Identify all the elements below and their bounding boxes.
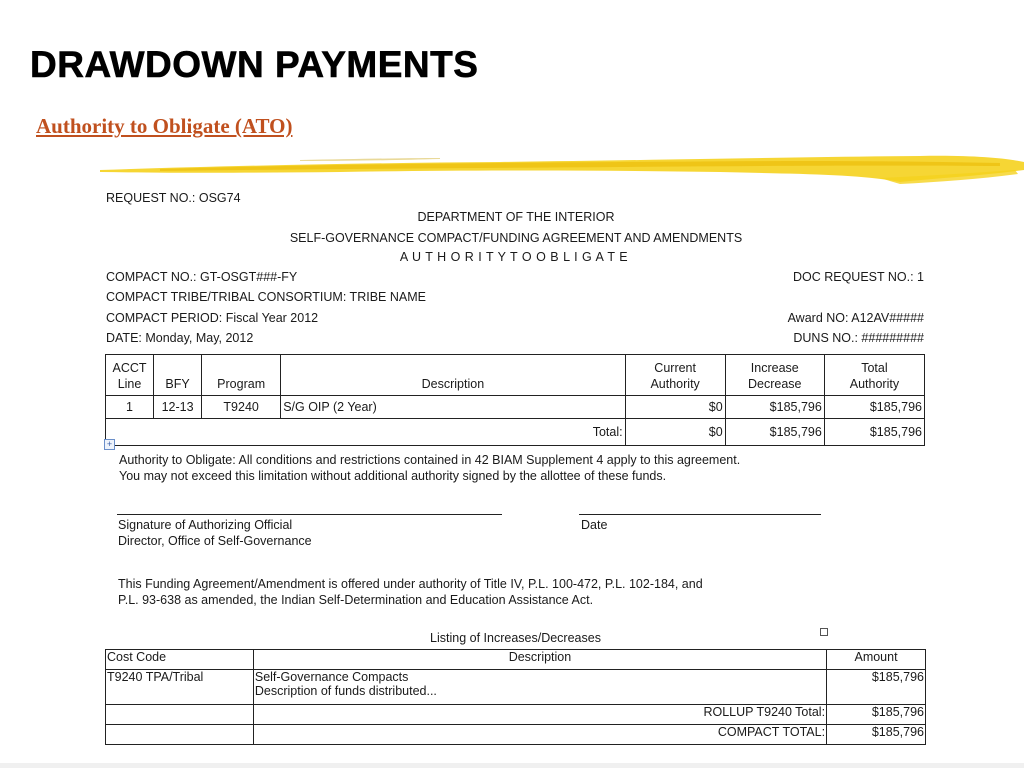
offer-line-2: P.L. 93-638 as amended, the Indian Self-Determination and Education Assistance Act. — [118, 593, 594, 607]
cell-bfy: 12-13 — [154, 396, 202, 419]
header-description: Description — [281, 355, 625, 396]
date-label: Date — [581, 518, 608, 532]
ato-heading: A U T H O R I T Y T O O B L I G A T E — [399, 250, 629, 264]
rollup-row — [106, 705, 926, 725]
ato-statement-line-1: Authority to Obligate: All conditions and restrictions contained in 42 BIAM Supplement 4 apply to this agreement. — [119, 453, 741, 467]
date-line — [579, 514, 821, 515]
compact-total-label: COMPACT TOTAL: — [253, 725, 826, 745]
rollup-label: ROLLUP T9240 Total: — [253, 705, 826, 725]
table-move-handle-icon[interactable]: + — [104, 439, 115, 450]
cell-program: T9240 — [202, 396, 281, 419]
compact-period: COMPACT PERIOD: Fiscal Year 2012 — [106, 311, 319, 325]
cell-listing-description: Self-Governance Compacts Description of funds distributed... — [253, 670, 826, 705]
signature-label: Signature of Authorizing Official — [118, 518, 293, 532]
ato-header-row — [106, 355, 925, 396]
table-row — [106, 670, 926, 705]
header-amount: Amount — [827, 650, 926, 670]
compact-number: COMPACT NO.: GT-OSGT###-FY — [106, 270, 298, 284]
ato-table — [105, 354, 925, 446]
compact-total-amount: $185,796 — [827, 725, 926, 745]
total-current: $0 — [625, 419, 725, 446]
cell-empty — [106, 705, 254, 725]
cell-current: $0 — [625, 396, 725, 419]
signature-line — [117, 514, 502, 515]
header-cost-code: Cost Code — [106, 650, 254, 670]
total-increase: $185,796 — [725, 419, 824, 446]
ato-statement-line-2: You may not exceed this limitation without additional authority signed by the allottee of these funds. — [119, 469, 667, 483]
header-listing-description: Description — [253, 650, 826, 670]
total-total: $185,796 — [824, 419, 924, 446]
listing-table — [105, 649, 926, 745]
cell-amount: $185,796 — [827, 670, 926, 705]
document-date: DATE: Monday, May, 2012 — [106, 331, 254, 345]
cell-empty — [106, 725, 254, 745]
header-increase-decrease: Increase Decrease — [725, 355, 824, 396]
footer-band — [0, 763, 1024, 768]
total-label: Total: — [106, 419, 626, 446]
slide-title: DRAWDOWN PAYMENTS — [30, 44, 479, 85]
slide-subtitle: Authority to Obligate (ATO) — [36, 114, 293, 138]
header-acct-line: ACCT Line — [106, 355, 154, 396]
department-heading: DEPARTMENT OF THE INTERIOR — [417, 210, 615, 224]
agreement-heading: SELF-GOVERNANCE COMPACT/FUNDING AGREEMENT AND AMENDMENTS — [289, 231, 743, 245]
header-total-authority: Total Authority — [824, 355, 924, 396]
yellow-brush-stroke — [100, 148, 1024, 188]
cell-total: $185,796 — [824, 396, 924, 419]
listing-title: Listing of Increases/Decreases — [430, 631, 601, 645]
offer-line-1: This Funding Agreement/Amendment is offered under authority of Title IV, P.L. 100-472, P.L. 102-184, and — [118, 577, 703, 591]
header-program: Program — [202, 355, 281, 396]
duns-number: DUNS NO.: ######### — [793, 331, 924, 345]
listing-header-row — [106, 650, 926, 670]
cell-description: S/G OIP (2 Year) — [281, 396, 625, 419]
signature-title: Director, Office of Self-Governance — [118, 534, 312, 548]
cell-cost-code: T9240 TPA/Tribal — [106, 670, 254, 705]
compact-total-row — [106, 725, 926, 745]
cell-acct: 1 — [106, 396, 154, 419]
header-bfy: BFY — [154, 355, 202, 396]
compact-tribe: COMPACT TRIBE/TRIBAL CONSORTIUM: TRIBE NAME — [106, 290, 426, 304]
request-number: REQUEST NO.: OSG74 — [106, 191, 241, 205]
doc-request-number: DOC REQUEST NO.: 1 — [792, 270, 924, 284]
total-row — [106, 419, 925, 446]
award-number: Award NO: A12AV##### — [787, 311, 924, 325]
cell-increase: $185,796 — [725, 396, 824, 419]
anchor-box-icon — [820, 628, 828, 636]
rollup-amount: $185,796 — [827, 705, 926, 725]
table-row — [106, 396, 925, 419]
header-current-authority: Current Authority — [625, 355, 725, 396]
